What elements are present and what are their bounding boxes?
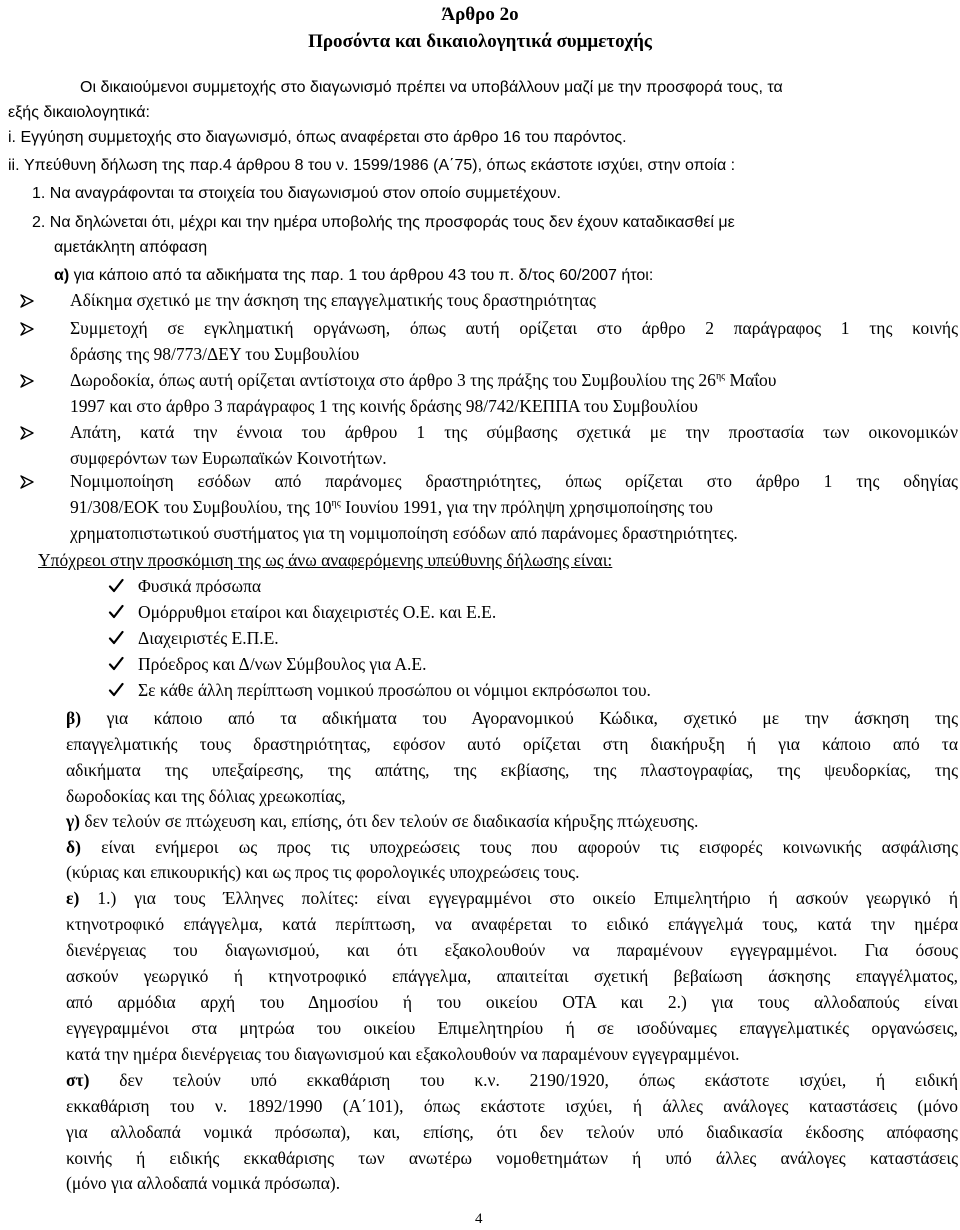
intro-line-1: Οι δικαιούμενοι συμμετοχής στο διαγωνισμό πρέπει να υποβάλλουν μαζί με την προσφορά τους, τα bbox=[80, 79, 783, 96]
arrow-bullet-icon bbox=[20, 426, 34, 440]
ordinal-superscript: ης bbox=[715, 371, 726, 382]
obliged-item-4: Πρόεδρος και Δ/νων Σύμβουλος για Α.Ε. bbox=[138, 654, 427, 674]
arrow-bullet-icon bbox=[20, 294, 34, 308]
obliged-heading: Υπόχρεοι στην προσκόμιση της ως άνω αναφερόμενης υπεύθυνης δήλωσης είναι: bbox=[38, 550, 613, 570]
offence-2-line-2: δράσης της 98/773/ΔΕΥ του Συμβουλίου bbox=[70, 344, 360, 364]
epsilon-line-4: ασκούν γεωργικό ή κτηνοτροφικό επάγγελμα, απαιτείται σχετική βεβαίωση άσκησης επαγγέλματος, bbox=[66, 966, 958, 986]
offence-4-line-1: Απάτη, κατά την έννοια του άρθρου 1 της σύμβασης σχετικά με την προστασία των οικονομικών bbox=[70, 422, 958, 442]
delta-line-1 bbox=[66, 839, 958, 857]
offence-5-line-3: χρηματοπιστωτικού συστήματος για τη νομιμοποίηση εσόδων από παράνομες δραστηριότητες. bbox=[70, 523, 738, 543]
offence-3-text-b: Μαΐου bbox=[725, 370, 777, 390]
alpha-text: για κάποιο από τα αδικήματα της παρ. 1 του άρθρου 43 του π. δ/τος 60/2007 ήτοι: bbox=[73, 267, 654, 284]
offence-5-text-b: Ιουνίου 1991, για την πρόληψη χρησιμοποίησης του bbox=[340, 497, 713, 517]
gamma-text: δεν τελούν σε πτώχευση και, επίσης, ότι δεν τελούν σε διαδικασία κήρυξης πτώχευσης. bbox=[84, 811, 699, 831]
epsilon-line-5: από αρμόδια αρχή του Δημοσίου ή του οικείου ΟΤΑ και 2.) για τους αλλοδαπούς είναι bbox=[66, 992, 958, 1012]
arrow-bullet-icon bbox=[20, 475, 34, 489]
offence-3-text-a: Δωροδοκία, όπως αυτή ορίζεται αντίστοιχα στο άρθρο 3 της πράξης του Συμβουλίου της 26 bbox=[70, 370, 716, 390]
ordinal-superscript: ης bbox=[331, 498, 341, 509]
item-2-line-2: αμετάκλητη απόφαση bbox=[54, 239, 208, 256]
item-2-line-1: 2. Να δηλώνεται ότι, μέχρι και την ημέρα υποβολής της προσφοράς τους δεν έχουν καταδικασθεί με bbox=[32, 214, 735, 231]
check-icon bbox=[108, 630, 124, 646]
beta-line-4: δωροδοκίας και της δόλιας χρεωκοπίας, bbox=[66, 786, 346, 806]
delta-label: δ) bbox=[66, 837, 81, 857]
check-icon bbox=[108, 656, 124, 672]
beta-line-2: επαγγελματικής τους δραστηριότητας, εφόσον αυτό ορίζεται στη διακήρυξη ή για κάποιο από τα bbox=[66, 734, 958, 754]
obliged-item-3: Διαχειριστές Ε.Π.Ε. bbox=[138, 628, 279, 648]
gamma-line bbox=[66, 813, 698, 831]
offence-2-line-1: Συμμετοχή σε εγκληματική οργάνωση, όπως αυτή ορίζεται στο άρθρο 2 παράγραφος 1 της κοινής bbox=[70, 318, 958, 338]
check-icon bbox=[108, 604, 124, 620]
offence-3-line-2: 1997 και στο άρθρο 3 παράγραφος 1 της κοινής δράσης 98/742/ΚΕΠΠΑ του Συμβουλίου bbox=[70, 396, 698, 416]
item-ii: ii. Υπεύθυνη δήλωση της παρ.4 άρθρου 8 του ν. 1599/1986 (Α΄75), όπως εκάστοτε ισχύει, στην οποία : bbox=[8, 157, 736, 174]
page-number: 4 bbox=[475, 1211, 483, 1227]
alpha-paragraph bbox=[54, 268, 653, 284]
beta-line-3: αδικήματα της υπεξαίρεσης, της απάτης, της εκβίασης, της πλαστογραφίας, της ψευδορκίας, της bbox=[66, 760, 958, 780]
offence-4-line-2: συμφερόντων των Ευρωπαϊκών Κοινοτήτων. bbox=[70, 448, 387, 468]
obliged-item-1: Φυσικά πρόσωπα bbox=[138, 576, 262, 596]
st-line-4: κοινής ή ειδικής εκκαθάρισης των ανωτέρω νομοθετημάτων ή υπό άλλες ανάλογες καταστάσεις bbox=[66, 1148, 958, 1168]
intro-line-2: εξής δικαιολογητικά: bbox=[8, 104, 150, 121]
st-text: δεν τελούν υπό εκκαθάριση του κ.ν. 2190/1920, όπως εκάστοτε ισχύει, ή ειδική bbox=[119, 1070, 958, 1090]
delta-line-2: (κύριας και επικουρικής) και ως προς τις φορολογικές υποχρεώσεις τους. bbox=[66, 862, 580, 882]
beta-label: β) bbox=[66, 708, 82, 728]
offence-5-text-a: 91/308/ΕΟΚ του Συμβουλίου, της 10 bbox=[70, 497, 332, 517]
st-line-1 bbox=[66, 1072, 958, 1090]
check-icon bbox=[108, 578, 124, 594]
epsilon-line-3: διενέργειας του διαγωνισμού, και ότι εξακολουθούν να παραμένουν εγγεγραμμένοι. Για όσους bbox=[66, 940, 958, 960]
gamma-label: γ) bbox=[66, 811, 81, 831]
article-title: Άρθρο 2ο bbox=[441, 4, 519, 25]
st-line-2: εκκαθάριση του ν. 1892/1990 (Α΄101), όπως εκάστοτε ισχύει, ή άλλες ανάλογες καταστάσεις (μόνο bbox=[66, 1096, 958, 1116]
article-subtitle: Προσόντα και δικαιολογητικά συμμετοχής bbox=[308, 31, 652, 52]
obliged-item-2: Ομόρρυθμοι εταίροι και διαχειριστές Ο.Ε. και Ε.Ε. bbox=[138, 602, 497, 622]
epsilon-line-6: εγγεγραμμένοι στα μητρώα του οικείου Επιμελητηρίου ή σε ισοδύναμες επαγγελματικές οργανώσεις, bbox=[66, 1018, 958, 1038]
epsilon-line-7: κατά την ημέρα διενέργειας του διαγωνισμού και εξακολουθούν να παραμένουν εγγεγραμμένοι. bbox=[66, 1044, 740, 1064]
arrow-bullet-icon bbox=[20, 322, 34, 336]
obliged-item-5: Σε κάθε άλλη περίπτωση νομικού προσώπου οι νόμιμοι εκπρόσωποι του. bbox=[138, 680, 651, 700]
epsilon-text: 1.) για τους Έλληνες πολίτες: είναι εγγεγραμμένοι στο οικείο Επιμελητήριο ή ασκούν γεωργικό ή bbox=[97, 888, 958, 908]
beta-line-1 bbox=[66, 710, 958, 728]
offence-5-line-2 bbox=[70, 499, 713, 517]
item-1: 1. Να αναγράφονται τα στοιχεία του διαγωνισμού στον οποίο συμμετέχουν. bbox=[32, 185, 561, 202]
st-line-3: για αλλοδαπά νομικά πρόσωπα), και, επίσης, ότι δεν τελούν υπό διαδικασία έκδοσης απόφασης bbox=[66, 1122, 958, 1142]
offence-3-line-1 bbox=[70, 372, 776, 390]
offence-1: Αδίκημα σχετικό με την άσκηση της επαγγελματικής τους δραστηριότητας bbox=[70, 290, 596, 310]
epsilon-line-1 bbox=[66, 890, 958, 908]
st-label: στ) bbox=[66, 1070, 90, 1090]
arrow-bullet-icon bbox=[20, 374, 34, 388]
epsilon-line-2: κτηνοτροφικό επάγγελμα, κατά περίπτωση, να αναφέρεται το ειδικό επάγγελμά τους, κατά την ημέρα bbox=[66, 914, 958, 934]
offence-5-line-1: Νομιμοποίηση εσόδων από παράνομες δραστηριότητες, όπως ορίζεται στο άρθρο 1 της οδηγίας bbox=[70, 471, 958, 491]
beta-text: για κάποιο από τα αδικήματα του Αγορανομικού Κώδικα, σχετικό με την άσκηση της bbox=[106, 708, 958, 728]
item-i: i. Εγγύηση συμμετοχής στο διαγωνισμό, όπως αναφέρεται στο άρθρο 16 του παρόντος. bbox=[8, 129, 627, 146]
check-icon bbox=[108, 682, 124, 698]
st-line-5: (μόνο για αλλοδαπά νομικά πρόσωπα). bbox=[66, 1173, 341, 1193]
alpha-label: α) bbox=[54, 267, 70, 284]
epsilon-label: ε) bbox=[66, 888, 80, 908]
delta-text: είναι ενήμεροι ως προς τις υποχρεώσεις τους που αφορούν τις εισφορές κοινωνικής ασφάλισης bbox=[101, 837, 959, 857]
